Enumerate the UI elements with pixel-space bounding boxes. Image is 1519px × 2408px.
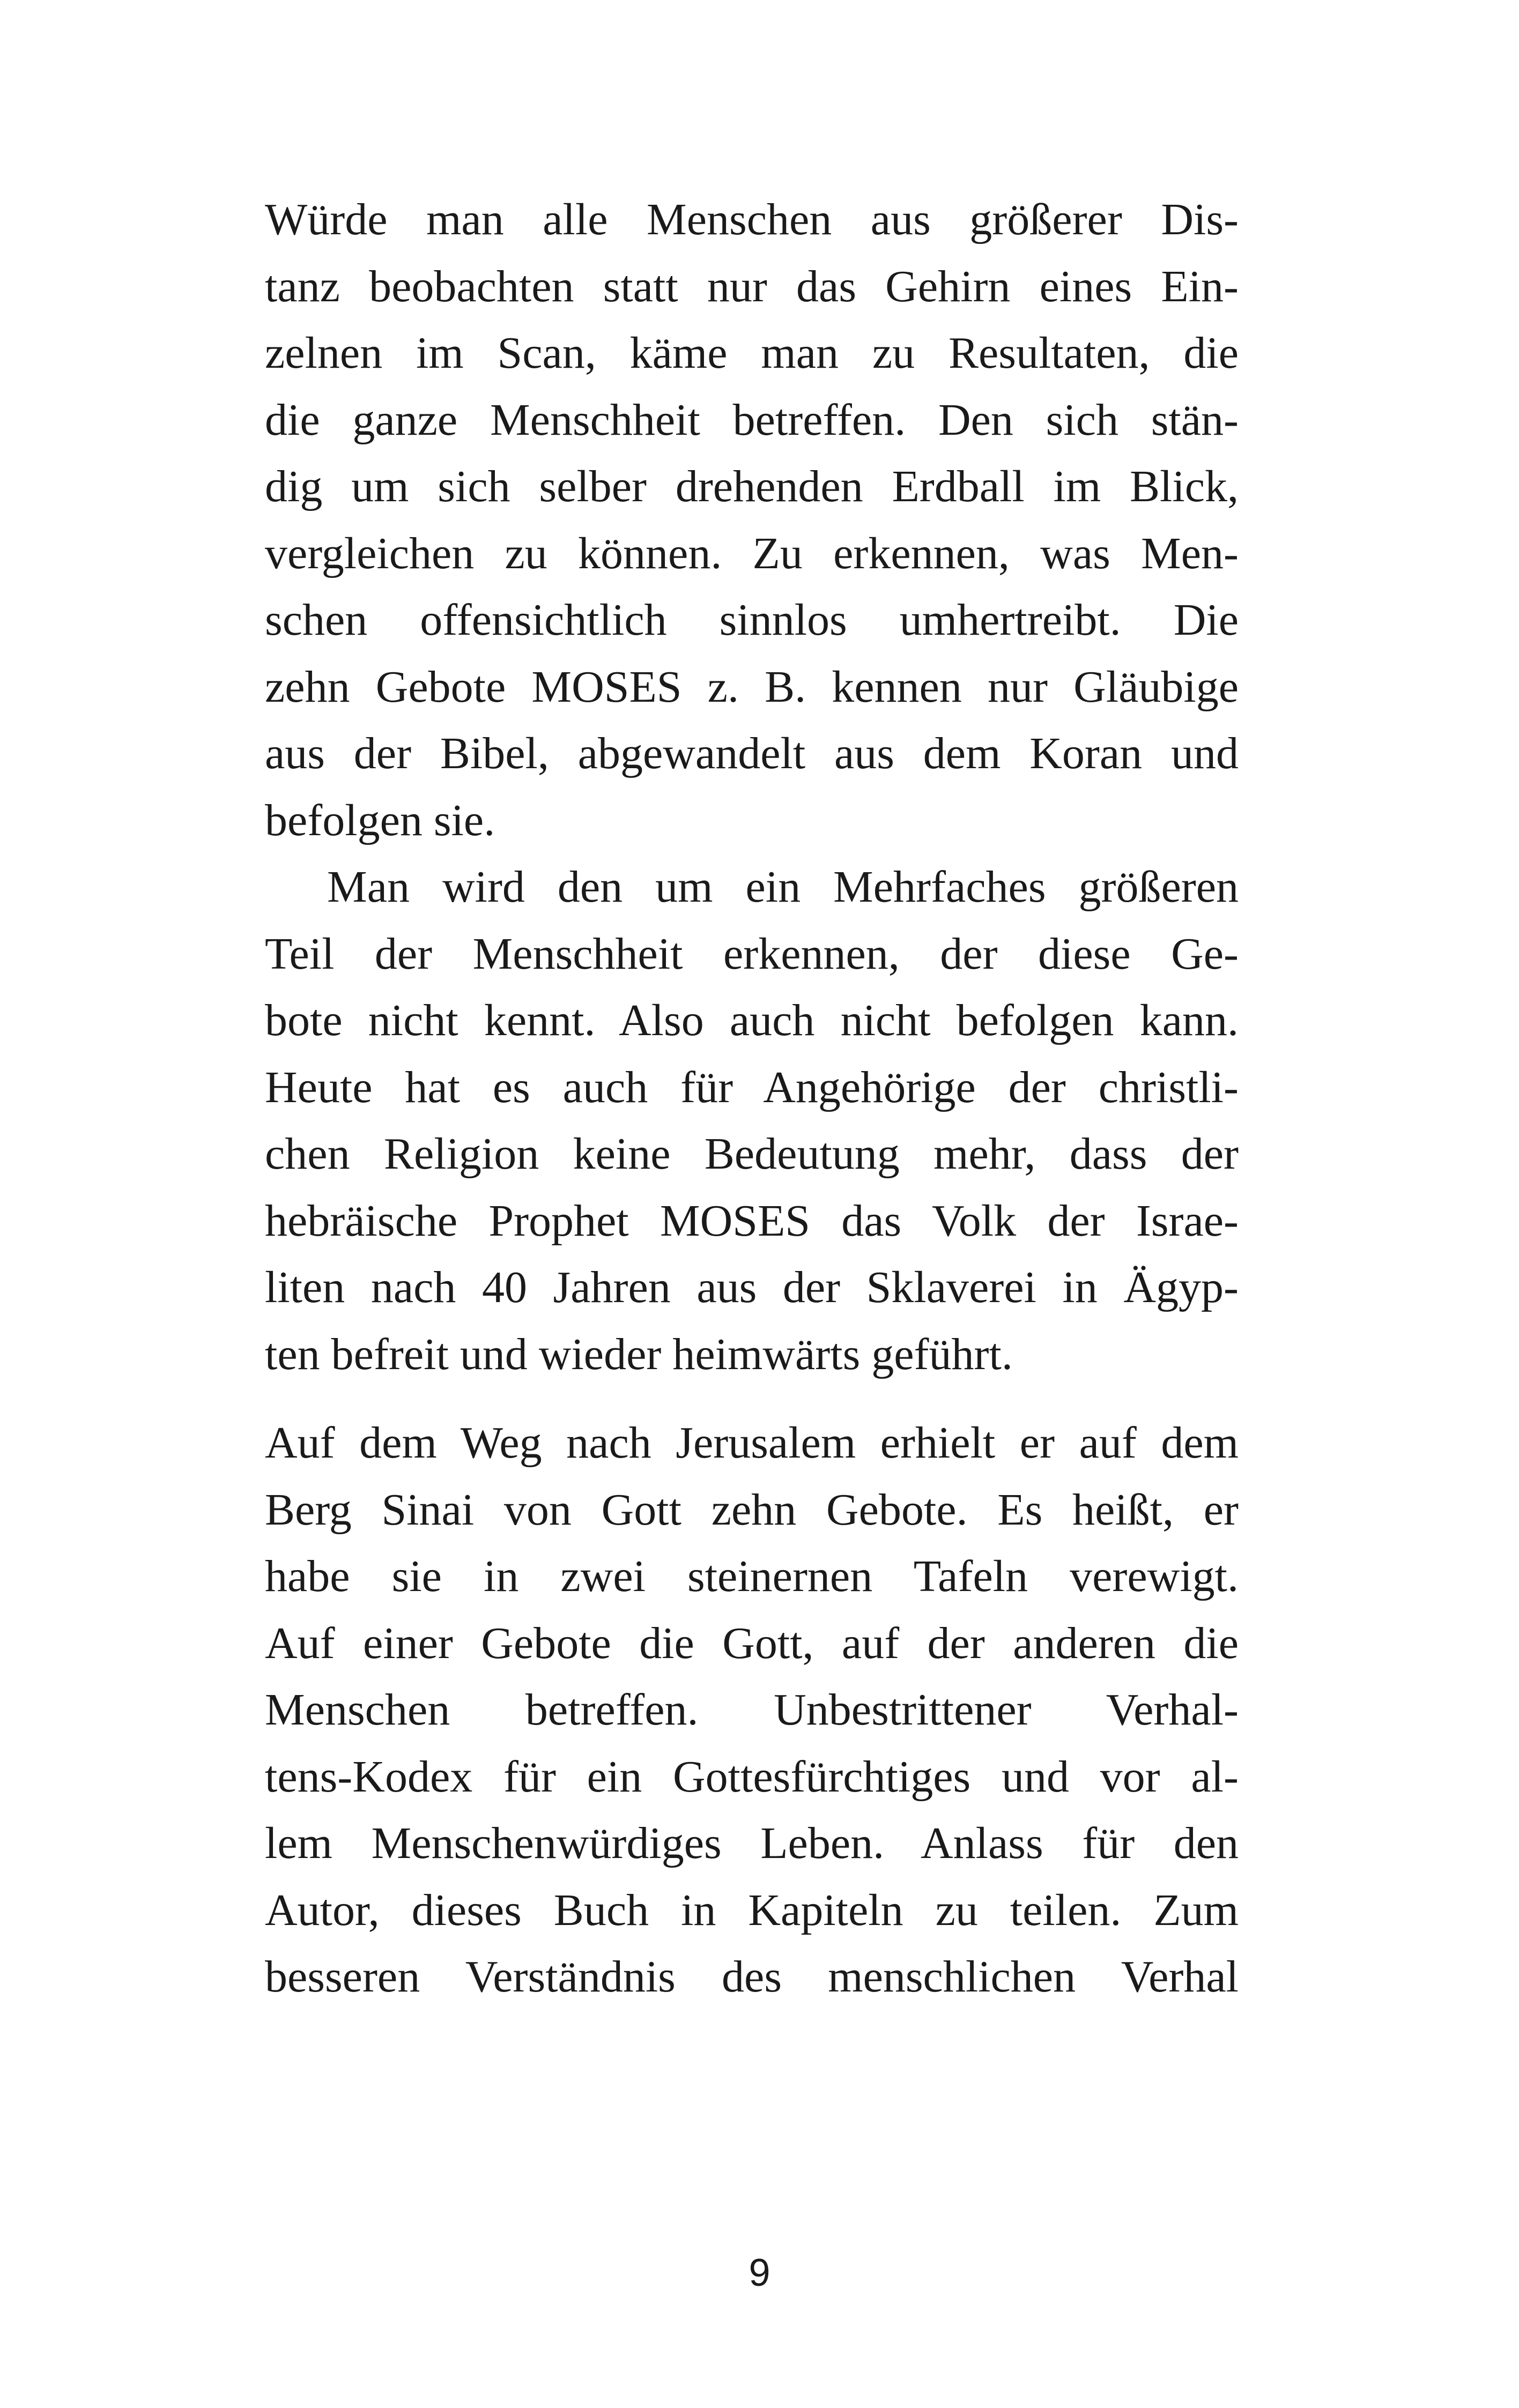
text-line: Menschen betreffen. Unbestrittener Verhal-	[265, 1685, 1239, 1735]
text-line: zehn Gebote MOSES z. B. kennen nur Gläubige	[265, 662, 1239, 712]
text-line: die ganze Menschheit betreffen. Den sich stän-	[265, 395, 1239, 445]
text-line: Teil der Menschheit erkennen, der diese Ge-	[265, 928, 1239, 979]
text-line: Heute hat es auch für Angehörige der christli-	[265, 1062, 1239, 1112]
text-line: zelnen im Scan, käme man zu Resultaten, die	[265, 328, 1239, 378]
text-line: hebräische Prophet MOSES das Volk der Israe-	[265, 1195, 1239, 1246]
page-number: 9	[749, 2251, 770, 2294]
text-section-2	[265, 1410, 1239, 2011]
text-line: dig um sich selber drehenden Erdball im Blick,	[265, 462, 1239, 511]
text-line: tens-Kodex für ein Gottesfürchtiges und vor al-	[265, 1751, 1239, 1802]
text-line: Man wird den um ein Mehrfaches größeren	[327, 862, 1239, 912]
text-line: Auf dem Weg nach Jerusalem erhielt er auf dem	[265, 1418, 1239, 1468]
text-line: schen offensichtlich sinnlos umhertreibt. Die	[265, 595, 1239, 645]
text-line: habe sie in zwei steinernen Tafeln verewigt.	[265, 1551, 1239, 1601]
text-line: Berg Sinai von Gott zehn Gebote. Es heißt, er	[265, 1484, 1239, 1535]
text-line: besseren Verständnis des menschlichen Verhal	[265, 1952, 1239, 2002]
text-line: befolgen sie.	[265, 795, 495, 845]
text-line: ten befreit und wieder heimwärts geführt.	[265, 1329, 1013, 1379]
paragraph-3	[265, 1410, 1239, 2011]
text-line: lem Menschenwürdiges Leben. Anlass für den	[265, 1818, 1239, 1868]
text-line: Auf einer Gebote die Gott, auf der anderen die	[265, 1618, 1239, 1668]
text-line: vergleichen zu können. Zu erkennen, was Men-	[265, 528, 1239, 578]
text-line: liten nach 40 Jahren aus der Sklaverei in Ägyp-	[265, 1262, 1239, 1312]
paragraph-2	[265, 854, 1239, 1388]
text-line: aus der Bibel, abgewandelt aus dem Koran und	[265, 729, 1239, 778]
text-line: chen Religion keine Bedeutung mehr, dass der	[265, 1129, 1239, 1179]
paragraph-1	[265, 187, 1239, 854]
text-line: Würde man alle Menschen aus größerer Dis-	[265, 195, 1239, 244]
text-line: Autor, dieses Buch in Kapiteln zu teilen. Zum	[265, 1885, 1239, 1935]
text-line: tanz beobachten statt nur das Gehirn eines Ein-	[265, 261, 1239, 311]
text-line: bote nicht kennt. Also auch nicht befolgen kann.	[265, 995, 1239, 1045]
text-section-1	[265, 187, 1239, 1388]
